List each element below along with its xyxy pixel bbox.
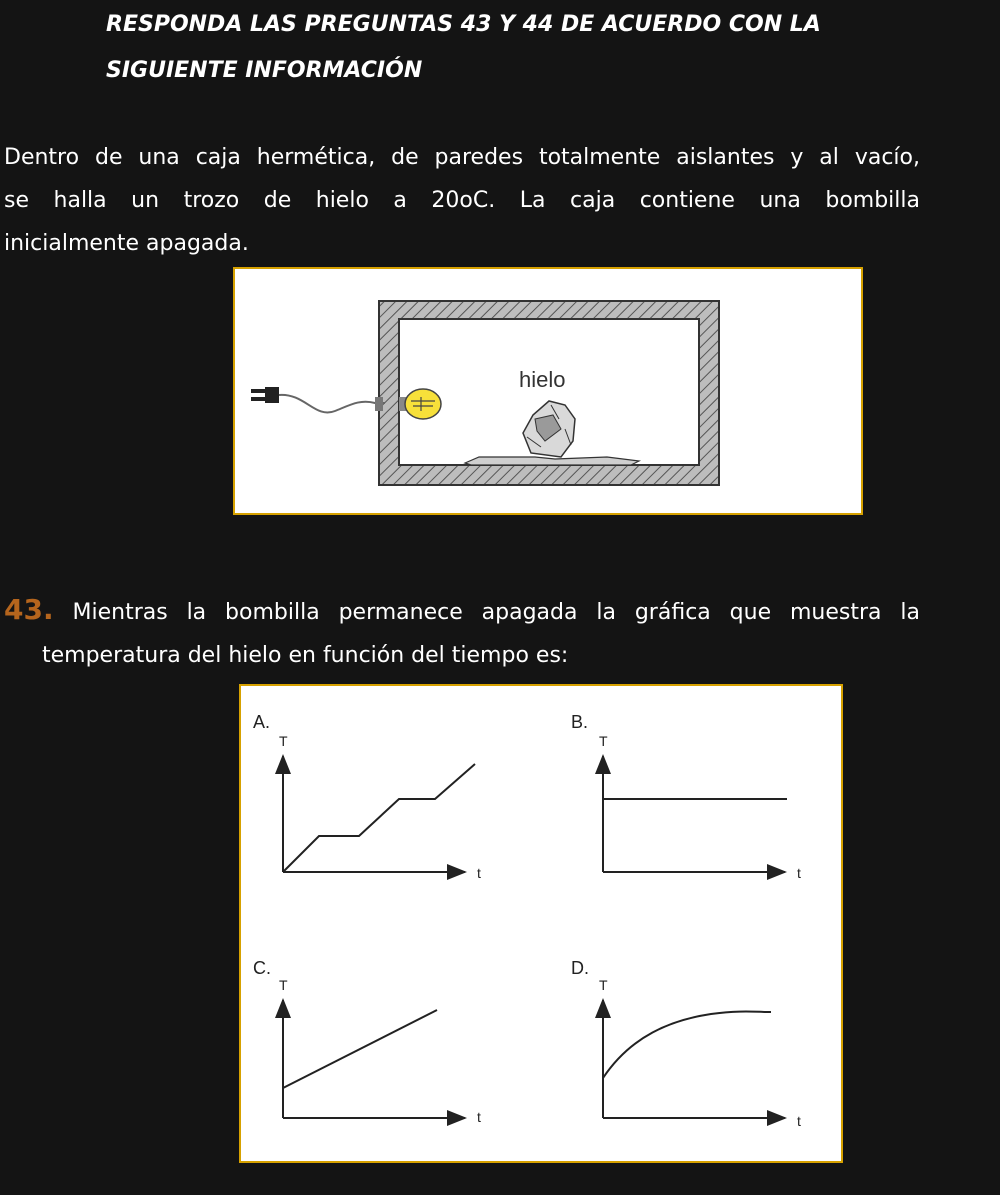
option-d-curve <box>603 1012 771 1079</box>
intro-paragraph <box>4 136 920 265</box>
option-d-y-label: T <box>599 977 608 993</box>
intro-line-2: se halla un trozo de hielo a 20oC. La caja contiene una bombilla <box>4 188 920 213</box>
option-a-letter: A. <box>253 712 271 732</box>
answer-graphs-svg <box>241 686 841 1161</box>
answer-options <box>239 684 843 1163</box>
question-43 <box>4 588 920 677</box>
heading-line-1: RESPONDA LAS PREGUNTAS 43 Y 44 DE ACUERDO CON LA <box>106 12 821 37</box>
option-c[interactable] <box>253 958 481 1125</box>
option-d-x-label: t <box>797 1113 801 1129</box>
box-illustration <box>233 267 863 515</box>
section-heading <box>106 2 906 94</box>
intro-line-3: inicialmente apagada. <box>4 231 249 256</box>
option-b[interactable] <box>571 712 801 881</box>
option-c-x-label: t <box>477 1109 481 1125</box>
option-d-letter: D. <box>571 958 589 978</box>
option-c-y-label: T <box>279 977 288 993</box>
box-illustration-svg <box>235 269 861 513</box>
option-a[interactable] <box>253 712 481 881</box>
question-line-1: Mientras la bombilla permanece apagada la gráfica que muestra la <box>72 600 920 625</box>
plug-icon <box>251 387 279 403</box>
option-c-letter: C. <box>253 958 271 978</box>
power-cable <box>279 395 385 413</box>
intro-line-1: Dentro de una caja hermética, de paredes totalmente aislantes y al vacío, <box>4 145 920 170</box>
question-number: 43. <box>4 593 54 626</box>
option-c-curve <box>283 1010 437 1088</box>
ice-label: hielo <box>519 367 566 392</box>
socket <box>375 397 383 411</box>
option-a-x-label: t <box>477 865 481 881</box>
option-b-y-label: T <box>599 733 608 749</box>
question-line-2: temperatura del hielo en función del tiempo es: <box>42 643 569 668</box>
option-a-curve <box>283 764 475 872</box>
option-a-y-label: T <box>279 733 288 749</box>
option-b-letter: B. <box>571 712 589 732</box>
option-b-x-label: t <box>797 865 801 881</box>
water-puddle <box>465 457 639 465</box>
option-d[interactable] <box>571 958 801 1129</box>
heading-line-2: SIGUIENTE INFORMACIÓN <box>106 58 423 83</box>
